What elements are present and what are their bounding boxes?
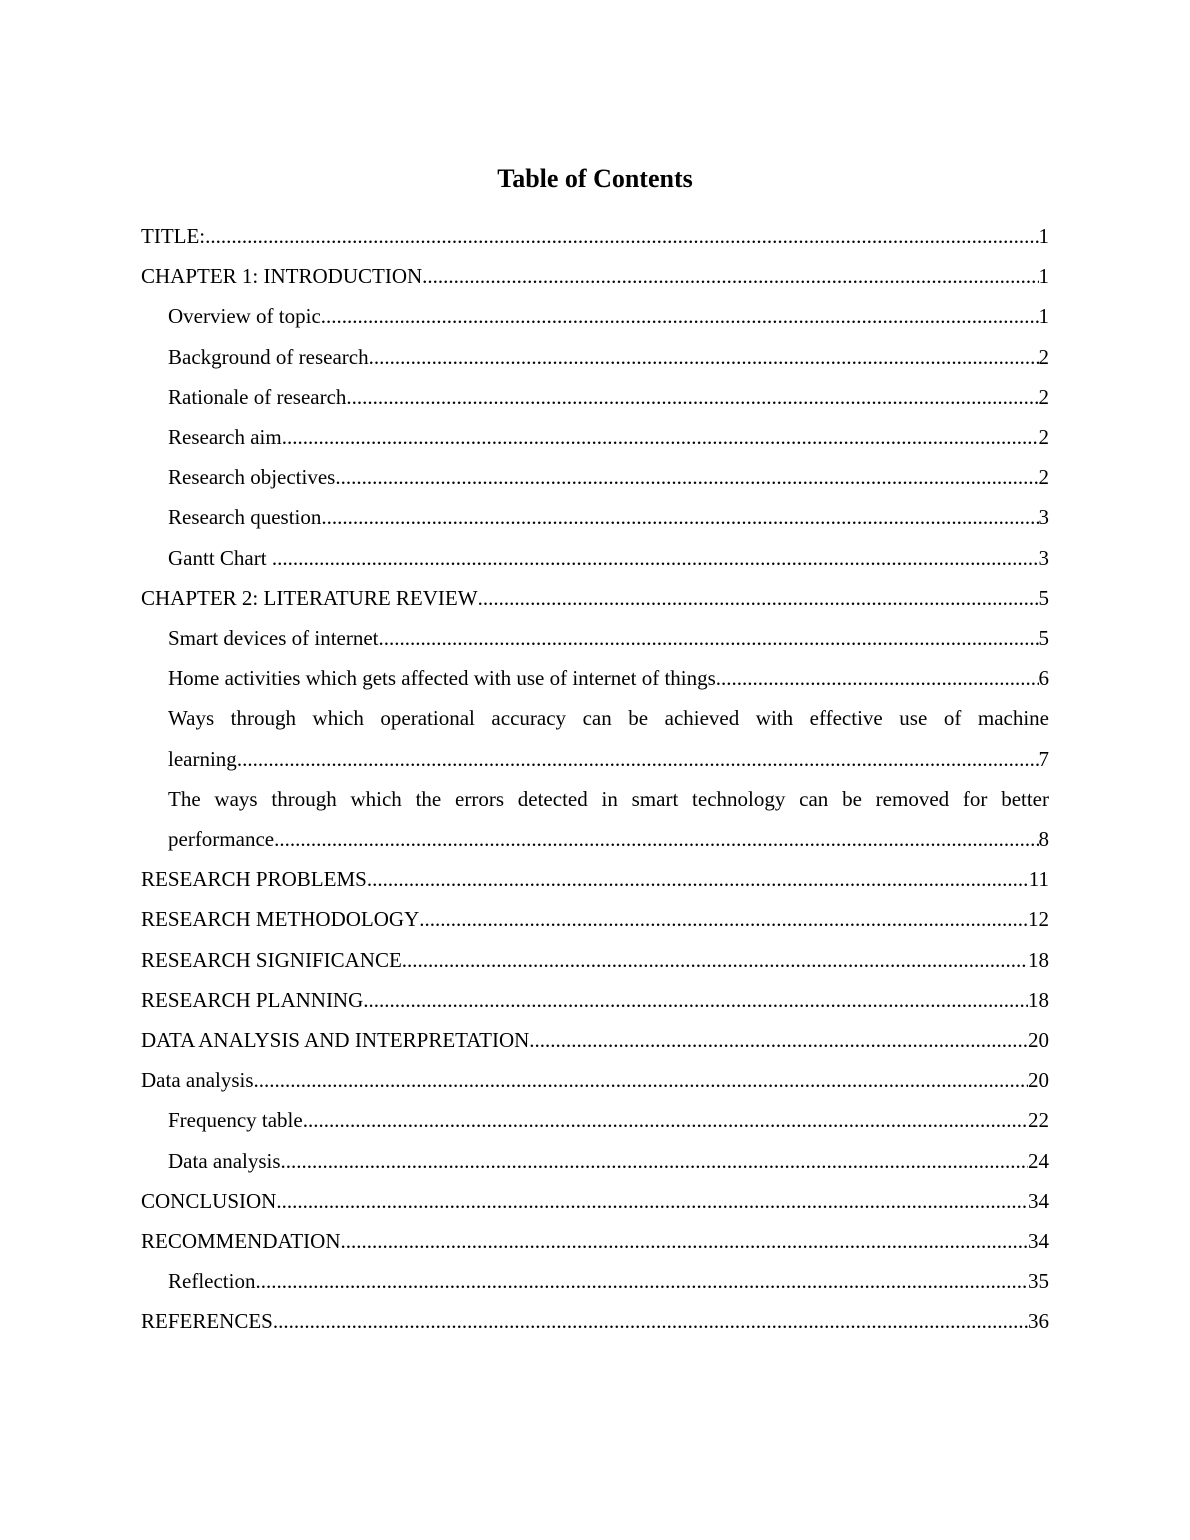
toc-entry-last-line xyxy=(168,819,1049,859)
toc-entry-chapter-2[interactable] xyxy=(141,578,1049,618)
toc-entry-label-line-1: Ways through which operational accuracy can be achieved with effective use of machine xyxy=(168,706,1049,731)
toc-page-number: 35 xyxy=(1028,1269,1049,1294)
toc-entry-label: Frequency table xyxy=(168,1108,303,1133)
toc-page-number: 8 xyxy=(1038,827,1049,852)
toc-entry-label: Research objectives xyxy=(168,465,336,490)
toc-entry-label: CHAPTER 2: LITERATURE REVIEW xyxy=(141,585,478,610)
toc-entry-recommendation[interactable] xyxy=(141,1221,1049,1261)
dot-leader xyxy=(346,377,1038,417)
toc-page-number: 2 xyxy=(1038,465,1049,490)
toc-entry-conclusion[interactable] xyxy=(141,1181,1049,1221)
toc-page-number: 18 xyxy=(1028,987,1049,1012)
toc-entry-label: RECOMMENDATION xyxy=(141,1229,341,1254)
dot-leader xyxy=(379,618,1039,658)
toc-entry-research-planning[interactable] xyxy=(141,980,1049,1020)
toc-page-number: 2 xyxy=(1038,384,1049,409)
toc-page-number: 3 xyxy=(1038,545,1049,570)
toc-page-number: 11 xyxy=(1028,867,1049,892)
dot-leader xyxy=(419,899,1028,939)
dot-leader xyxy=(422,256,1038,296)
toc-entry-research-question[interactable] xyxy=(141,497,1049,537)
toc-entry-label: Background of research xyxy=(168,344,369,369)
dot-leader xyxy=(369,337,1039,377)
toc-entry-label: Reflection xyxy=(168,1269,256,1294)
dot-leader xyxy=(363,980,1028,1020)
toc-entry-label: Data analysis xyxy=(141,1068,254,1093)
toc-entry-overview-of-topic[interactable] xyxy=(141,296,1049,336)
dot-leader xyxy=(402,940,1028,980)
dot-leader xyxy=(281,1141,1028,1181)
toc-entry-label: REFERENCES xyxy=(141,1309,273,1334)
toc-entry-data-analysis[interactable] xyxy=(141,1060,1049,1100)
toc-page-number: 36 xyxy=(1028,1309,1049,1334)
toc-entry-label: Research aim xyxy=(168,425,282,450)
toc-entry-label: RESEARCH METHODOLOGY xyxy=(141,907,420,932)
toc-page-number: 12 xyxy=(1028,907,1049,932)
toc-entry-research-problems[interactable] xyxy=(141,859,1049,899)
dot-leader xyxy=(282,417,1039,457)
toc-entry-references[interactable] xyxy=(141,1301,1049,1341)
dot-leader xyxy=(205,216,1038,256)
dot-leader xyxy=(273,1301,1028,1341)
toc-entry-research-aim[interactable] xyxy=(141,417,1049,457)
toc-page-number: 6 xyxy=(1038,666,1049,691)
toc-page-number: 2 xyxy=(1038,425,1049,450)
dot-leader xyxy=(255,1261,1028,1301)
dot-leader xyxy=(529,1020,1028,1060)
dot-leader xyxy=(335,457,1038,497)
dot-leader xyxy=(303,1100,1028,1140)
dot-leader xyxy=(272,538,1039,578)
toc-title: Table of Contents xyxy=(497,164,693,193)
toc-entry-background-of-research[interactable] xyxy=(141,337,1049,377)
toc-entry-last-line xyxy=(168,739,1049,779)
toc-entry-home-activities[interactable] xyxy=(141,658,1049,698)
toc-page-number: 24 xyxy=(1028,1148,1049,1173)
toc-entry-operational-accuracy[interactable] xyxy=(141,698,1049,778)
toc-entry-research-methodology[interactable] xyxy=(141,899,1049,939)
dot-leader xyxy=(276,1181,1028,1221)
toc-page-number: 5 xyxy=(1038,626,1049,651)
toc-entry-label-line-2: learning xyxy=(168,746,237,771)
toc-entry-data-analysis-interpretation[interactable] xyxy=(141,1020,1049,1060)
toc-entry-label: Gantt Chart xyxy=(168,545,272,570)
toc-page-number: 34 xyxy=(1028,1188,1049,1213)
toc-entry-label: CHAPTER 1: INTRODUCTION xyxy=(141,264,423,289)
dot-leader xyxy=(367,859,1029,899)
dot-leader xyxy=(274,819,1038,859)
toc-page-number: 18 xyxy=(1028,947,1049,972)
toc-page-number: 1 xyxy=(1038,304,1049,329)
toc-entry-label: RESEARCH PROBLEMS xyxy=(141,867,367,892)
toc-page-number: 7 xyxy=(1038,746,1049,771)
toc-entry-frequency-table[interactable] xyxy=(141,1100,1049,1140)
toc-page-number: 34 xyxy=(1028,1229,1049,1254)
toc-entry-rationale-of-research[interactable] xyxy=(141,377,1049,417)
toc-entry-label: DATA ANALYSIS AND INTERPRETATION xyxy=(141,1028,530,1053)
toc-entry-label-line-1: The ways through which the errors detected in smart technology can be removed for better xyxy=(168,786,1049,811)
toc-entry-gantt-chart[interactable] xyxy=(141,538,1049,578)
toc-entry-label-line-2: performance xyxy=(168,827,275,852)
toc-entry-chapter-1[interactable] xyxy=(141,256,1049,296)
dot-leader xyxy=(321,296,1039,336)
dot-leader xyxy=(478,578,1039,618)
toc-entry-label: CONCLUSION xyxy=(141,1188,277,1213)
toc-entry-label: Data analysis xyxy=(168,1148,281,1173)
toc-entry-label: RESEARCH SIGNIFICANCE xyxy=(141,947,402,972)
toc-page-number: 1 xyxy=(1038,224,1049,248)
dot-leader xyxy=(716,658,1039,698)
dot-leader xyxy=(321,497,1038,537)
toc-entry-reflection[interactable] xyxy=(141,1261,1049,1301)
toc-entry-research-significance[interactable] xyxy=(141,940,1049,980)
toc-entry-errors-detected[interactable] xyxy=(141,779,1049,859)
toc-entry-label: RESEARCH PLANNING xyxy=(141,987,364,1012)
toc-page-number: 20 xyxy=(1028,1028,1049,1053)
dot-leader xyxy=(254,1060,1028,1100)
toc-entry-label: Rationale of research xyxy=(168,384,347,409)
dot-leader xyxy=(237,739,1039,779)
toc-entry-research-objectives[interactable] xyxy=(141,457,1049,497)
toc-page-number: 20 xyxy=(1028,1068,1049,1093)
toc-entry-label: Smart devices of internet xyxy=(168,626,379,651)
toc-entry-label: Research question xyxy=(168,505,322,530)
toc-entry-label: Home activities which gets affected with use of internet of things xyxy=(168,666,716,691)
toc-page-number: 2 xyxy=(1038,344,1049,369)
toc-entry-smart-devices[interactable] xyxy=(141,618,1049,658)
toc-page-number: 5 xyxy=(1038,585,1049,610)
toc-page-number: 3 xyxy=(1038,505,1049,530)
toc-page-number: 1 xyxy=(1038,264,1049,289)
toc-entry-label: TITLE: xyxy=(141,224,206,248)
toc-list xyxy=(141,216,1049,1342)
toc-page-number: 22 xyxy=(1028,1108,1049,1133)
toc-entry-data-analysis-sub[interactable] xyxy=(141,1141,1049,1181)
toc-entry-title[interactable] xyxy=(141,216,1049,256)
toc-entry-label: Overview of topic xyxy=(168,304,321,329)
dot-leader xyxy=(341,1221,1029,1261)
